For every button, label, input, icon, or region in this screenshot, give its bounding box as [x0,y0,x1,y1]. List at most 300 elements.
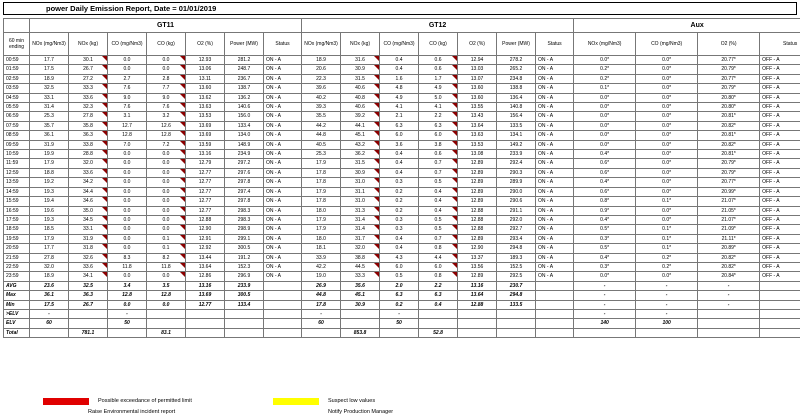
cell-aux-0: 0.2* [574,65,636,74]
summary-aux-3 [760,319,800,328]
cell-gt11-1: 34.6 [69,197,108,206]
flag-marker [102,207,107,212]
cell-gt11-3: 7.6 [147,103,186,112]
cell-gt12-0: 22.3 [302,74,341,83]
summary-gt12-6 [536,309,574,318]
cell-aux-1: 0.0* [636,272,698,281]
summary-gt11-5: 300.5 [225,291,264,300]
summary-gt12-2: 50 [380,319,419,328]
cell-gt12-5: 140.8 [497,103,536,112]
flag-marker [452,56,457,61]
cell-aux-1: 0.1* [636,225,698,234]
cell-gt12-1: 30.9 [341,168,380,177]
cell-gt12-2: 6.0 [380,262,419,271]
cell-aux-3: OFF - A [760,65,800,74]
cell-gt11-5: 236.7 [225,74,264,83]
summary-gt11-4 [186,309,225,318]
cell-gt12-2: 4.9 [380,93,419,102]
cell-aux-2: 20.77* [698,56,760,65]
table-row [4,178,800,187]
cell-gt11-1: 34.5 [69,215,108,224]
cell-gt12-5: 233.9 [497,150,536,159]
cell-gt11-3: 0.0 [147,197,186,206]
cell-gt12-6: ON - A [536,253,574,262]
flag-marker [102,244,107,249]
cell-gt11-4: 13.62 [186,93,225,102]
cell-gt11-5: 152.3 [225,262,264,271]
cell-time: 08:59 [4,131,30,140]
flag-marker [102,84,107,89]
cell-gt11-2: 0.0 [108,178,147,187]
cell-aux-1: 0.0* [636,93,698,102]
summary-gt12-5: 230.7 [497,281,536,290]
cell-time: 16:59 [4,206,30,215]
cell-aux-2: 20.89* [698,244,760,253]
cell-gt12-4: 12.90 [458,244,497,253]
flag-marker [180,131,185,136]
cell-gt11-0: 25.3 [30,112,69,121]
cell-gt12-0: 35.5 [302,112,341,121]
flag-marker [102,131,107,136]
cell-gt12-1: 43.2 [341,140,380,149]
summary-gt11-2 [108,328,147,337]
cell-gt12-6: ON - A [536,140,574,149]
cell-gt12-2: 0.4 [380,168,419,177]
summary-gt11-1: 781.1 [69,328,108,337]
cell-gt11-3: 3.2 [147,112,186,121]
header-gt12-5: Power (MW) [497,33,536,56]
cell-aux-1: 0.0* [636,131,698,140]
flag-marker [102,225,107,230]
summary-gt11-3: 0.0 [147,300,186,309]
cell-gt12-2: 4.3 [380,253,419,262]
cell-aux-0: 0.5* [574,244,636,253]
table-row [4,93,800,102]
summary-label: Max [4,291,30,300]
cell-gt11-1: 27.8 [69,112,108,121]
cell-gt12-3: 6.0 [419,262,458,271]
cell-time: 21:59 [4,253,30,262]
cell-time: 03:59 [4,84,30,93]
cell-gt11-0: 27.8 [30,253,69,262]
flag-marker [102,150,107,155]
cell-gt12-1: 31.5 [341,159,380,168]
cell-gt11-5: 248.7 [225,65,264,74]
cell-gt12-0: 42.2 [302,262,341,271]
summary-gt11-2: 3.4 [108,281,147,290]
cell-gt11-5: 297.4 [225,187,264,196]
flag-marker [374,150,379,155]
cell-gt11-1: 35.8 [69,121,108,130]
table-row [4,103,800,112]
cell-gt11-4: 12.77 [186,197,225,206]
cell-gt11-4: 13.64 [186,262,225,271]
cell-gt12-3: 4.9 [419,84,458,93]
flag-marker [180,235,185,240]
flag-marker [374,197,379,202]
flag-marker [452,112,457,117]
group-aux: Aux [574,19,800,33]
cell-aux-1: 0.0* [636,150,698,159]
flag-marker [102,169,107,174]
flag-marker [374,235,379,240]
cell-aux-1: 0.0* [636,84,698,93]
cell-gt11-4: 13.69 [186,131,225,140]
cell-gt11-0: 18.8 [30,168,69,177]
flag-marker [374,254,379,259]
cell-gt11-1: 35.0 [69,206,108,215]
cell-gt12-4: 13.37 [458,253,497,262]
summary-gt12-5 [497,328,536,337]
summary-gt12-4: 12.88 [458,300,497,309]
flag-marker [180,75,185,80]
cell-time: 06:59 [4,112,30,121]
cell-aux-0: 0.4* [574,253,636,262]
cell-gt11-4: 12.77 [186,168,225,177]
cell-gt12-3: 6.3 [419,121,458,130]
cell-gt11-2: 9.0 [108,93,147,102]
cell-aux-2: 20.84* [698,272,760,281]
cell-gt12-6: ON - A [536,168,574,177]
cell-gt12-1: 31.4 [341,215,380,224]
flag-marker [102,254,107,259]
cell-gt12-3: 3.8 [419,140,458,149]
cell-gt12-1: 39.2 [341,112,380,121]
table-row [4,131,800,140]
summary-gt12-0: - [302,309,341,318]
cell-gt12-4: 13.60 [458,84,497,93]
flag-marker [374,103,379,108]
summary-label: AVG [4,281,30,290]
table-row [4,262,800,271]
cell-gt12-6: ON - A [536,131,574,140]
table-row [4,121,800,130]
flag-marker [452,272,457,277]
header-aux-1: CO (mg/Nm3) [636,33,698,56]
flag-marker [452,216,457,221]
flag-marker [180,94,185,99]
cell-gt12-5: 133.5 [497,121,536,130]
table-row [4,244,800,253]
cell-gt12-4: 12.89 [458,168,497,177]
cell-gt12-3: 5.0 [419,93,458,102]
summary-gt12-1: 35.6 [341,281,380,290]
cell-gt11-4: 13.60 [186,84,225,93]
cell-gt11-5: 299.1 [225,234,264,243]
cell-aux-3: OFF - A [760,140,800,149]
cell-aux-1: 0.1* [636,244,698,253]
cell-gt12-4: 12.88 [458,215,497,224]
flag-marker [102,103,107,108]
cell-gt11-4: 12.90 [186,225,225,234]
cell-gt12-1: 31.4 [341,225,380,234]
cell-aux-1: 0.0* [636,112,698,121]
cell-gt12-6: ON - A [536,159,574,168]
flag-marker [374,178,379,183]
cell-gt12-4: 13.63 [458,131,497,140]
flag-marker [180,159,185,164]
cell-gt11-1: 30.1 [69,56,108,65]
legend-red-text2: Raise Environmental incident report [88,409,176,415]
cell-gt11-0: 18.9 [30,74,69,83]
cell-gt12-3: 0.7 [419,234,458,243]
cell-gt12-3: 2.2 [419,112,458,121]
cell-gt11-5: 156.0 [225,112,264,121]
summary-gt12-3 [419,309,458,318]
summary-gt11-0: 23.6 [30,281,69,290]
cell-aux-3: OFF - A [760,103,800,112]
cell-gt12-0: 17.9 [302,215,341,224]
legend-yellow-text2: Notify Production Manager [328,409,394,415]
flag-marker [180,254,185,259]
summary-gt11-2: - [108,309,147,318]
cell-aux-0: 0.4* [574,150,636,159]
cell-gt12-2: 2.1 [380,112,419,121]
cell-aux-1: 0.0* [636,121,698,130]
summary-gt12-3 [419,319,458,328]
flag-marker [452,169,457,174]
cell-aux-3: OFF - A [760,225,800,234]
cell-gt11-5: 300.5 [225,244,264,253]
cell-aux-0: 0.0* [574,131,636,140]
header-gt12-4: O2 (%) [458,33,497,56]
cell-gt11-3: 0.0 [147,225,186,234]
cell-aux-1: 0.1* [636,197,698,206]
flag-marker [452,94,457,99]
cell-gt11-5: 133.4 [225,121,264,130]
cell-gt12-5: 265.2 [497,65,536,74]
cell-aux-1: 0.0* [636,159,698,168]
cell-time: 19:59 [4,234,30,243]
cell-aux-0: 0.0* [574,93,636,102]
cell-aux-3: OFF - A [760,159,800,168]
cell-gt11-2: 0.0 [108,150,147,159]
cell-gt12-1: 38.8 [341,253,380,262]
cell-gt11-5: 298.3 [225,215,264,224]
summary-row [4,319,800,328]
summary-gt12-4: 13.16 [458,281,497,290]
cell-aux-0: 0.4* [574,215,636,224]
cell-gt11-0: 19.6 [30,206,69,215]
cell-aux-2: 21.11* [698,234,760,243]
cell-gt11-6: ON - A [264,272,302,281]
summary-gt12-0: 60 [302,319,341,328]
summary-gt12-6 [536,319,574,328]
cell-gt12-5: 293.4 [497,234,536,243]
flag-marker [374,207,379,212]
cell-time: 20:59 [4,244,30,253]
cell-gt12-3: 0.8 [419,272,458,281]
flag-marker [102,188,107,193]
summary-gt12-3: 2.2 [419,281,458,290]
emission-table [3,18,800,338]
cell-gt12-5: 294.8 [497,244,536,253]
flag-marker [102,94,107,99]
header-gt11-1: NOx (kg) [69,33,108,56]
summary-aux-2 [698,309,760,318]
summary-aux-1: - [636,309,698,318]
table-row [4,206,800,215]
cell-gt11-4: 13.44 [186,253,225,262]
cell-gt12-2: 3.6 [380,140,419,149]
cell-gt11-4: 12.93 [186,56,225,65]
cell-gt12-4: 12.89 [458,234,497,243]
cell-gt12-4: 13.08 [458,150,497,159]
cell-aux-3: OFF - A [760,272,800,281]
cell-aux-2: 21.09* [698,225,760,234]
cell-time: 11:59 [4,159,30,168]
cell-aux-1: 0.2* [636,253,698,262]
cell-aux-1: 0.0* [636,206,698,215]
flag-marker [102,75,107,80]
cell-gt12-0: 17.8 [302,178,341,187]
cell-gt11-5: 234.9 [225,150,264,159]
cell-aux-3: OFF - A [760,178,800,187]
flag-marker [374,244,379,249]
flag-marker [452,159,457,164]
cell-aux-3: OFF - A [760,244,800,253]
cell-aux-1: 0.0* [636,140,698,149]
flag-marker [180,56,185,61]
cell-gt11-0: 35.7 [30,121,69,130]
header-gt11-4: O2 (%) [186,33,225,56]
cell-gt11-6: ON - A [264,244,302,253]
table-row [4,159,800,168]
flag-marker [374,122,379,127]
table-row [4,215,800,224]
cell-gt12-5: 289.9 [497,178,536,187]
cell-aux-1: 0.0* [636,65,698,74]
cell-gt11-0: 33.1 [30,93,69,102]
cell-gt11-0: 31.9 [30,140,69,149]
group-gt11: GT11 [30,19,302,33]
cell-aux-0: 0.0* [574,272,636,281]
flag-marker [452,122,457,127]
cell-gt12-6: ON - A [536,93,574,102]
summary-gt12-5: 133.5 [497,300,536,309]
summary-gt11-0: 60 [30,319,69,328]
cell-gt11-0: 32.5 [30,84,69,93]
cell-gt12-3: 0.5 [419,178,458,187]
cell-aux-0: 0.1* [574,84,636,93]
cell-gt11-4: 12.92 [186,244,225,253]
summary-gt12-6 [536,328,574,337]
cell-gt11-6: ON - A [264,150,302,159]
summary-gt11-4: 12.77 [186,300,225,309]
cell-gt12-6: ON - A [536,150,574,159]
cell-gt11-2: 12.8 [108,131,147,140]
cell-gt12-1: 33.3 [341,272,380,281]
cell-gt12-5: 292.7 [497,225,536,234]
summary-gt11-6 [264,300,302,309]
flag-marker [374,216,379,221]
cell-aux-2: 21.07* [698,215,760,224]
summary-gt11-3: 12.8 [147,291,186,300]
cell-aux-2: 21.05* [698,206,760,215]
cell-aux-0: 0.8* [574,197,636,206]
summary-aux-1: - [636,300,698,309]
cell-gt11-6: ON - A [264,56,302,65]
cell-gt11-0: 31.4 [30,103,69,112]
cell-aux-1: 0.0* [636,187,698,196]
cell-gt11-4: 12.79 [186,159,225,168]
cell-gt12-0: 40.2 [302,93,341,102]
cell-gt12-4: 12.94 [458,56,497,65]
cell-gt12-6: ON - A [536,121,574,130]
flag-marker [102,159,107,164]
summary-aux-0: - [574,309,636,318]
cell-gt12-1: 40.6 [341,103,380,112]
flag-marker [452,178,457,183]
cell-gt11-3: 7.7 [147,84,186,93]
header-gt11-2: CO (mg/Nm3) [108,33,147,56]
flag-marker [102,216,107,221]
cell-aux-3: OFF - A [760,234,800,243]
cell-gt12-4: 12.89 [458,178,497,187]
cell-gt12-6: ON - A [536,74,574,83]
cell-gt12-6: ON - A [536,178,574,187]
cell-gt12-2: 0.5 [380,272,419,281]
cell-gt12-5: 234.8 [497,74,536,83]
cell-gt11-6: ON - A [264,206,302,215]
cell-gt11-0: 19.3 [30,215,69,224]
summary-label: Min [4,300,30,309]
summary-aux-2: - [698,300,760,309]
cell-gt12-5: 138.8 [497,84,536,93]
cell-gt11-1: 33.6 [69,168,108,177]
cell-gt11-4: 13.63 [186,103,225,112]
summary-gt12-1: 30.9 [341,300,380,309]
flag-marker [180,272,185,277]
cell-gt11-2: 7.6 [108,84,147,93]
flag-marker [102,235,107,240]
flag-marker [374,141,379,146]
cell-time: 14:59 [4,187,30,196]
cell-gt12-6: ON - A [536,244,574,253]
cell-gt12-3: 4.1 [419,103,458,112]
flag-marker [374,56,379,61]
cell-aux-0: 0.6* [574,159,636,168]
cell-gt11-6: ON - A [264,74,302,83]
cell-gt11-0: 32.0 [30,262,69,271]
table-row [4,112,800,121]
cell-gt12-0: 18.0 [302,234,341,243]
cell-gt12-5: 292.4 [497,159,536,168]
cell-gt11-3: 11.8 [147,262,186,271]
flag-marker [452,244,457,249]
cell-aux-3: OFF - A [760,150,800,159]
summary-gt12-5 [497,309,536,318]
cell-gt11-0: 19.9 [30,150,69,159]
flag-marker [374,169,379,174]
cell-gt12-5: 292.0 [497,215,536,224]
summary-gt11-3 [147,309,186,318]
cell-gt12-6: ON - A [536,84,574,93]
cell-gt12-5: 290.0 [497,187,536,196]
summary-gt12-0: 17.8 [302,300,341,309]
cell-gt12-4: 13.60 [458,93,497,102]
cell-gt11-2: 7.6 [108,103,147,112]
cell-gt11-0: 19.3 [30,187,69,196]
cell-gt12-1: 36.2 [341,150,380,159]
cell-gt11-6: ON - A [264,84,302,93]
header-gt12-2: CO (mg/Nm3) [380,33,419,56]
cell-gt12-2: 0.2 [380,187,419,196]
cell-gt12-0: 17.8 [302,168,341,177]
cell-aux-0: 0.0* [574,140,636,149]
cell-time: 15:59 [4,197,30,206]
cell-gt12-2: 4.8 [380,84,419,93]
